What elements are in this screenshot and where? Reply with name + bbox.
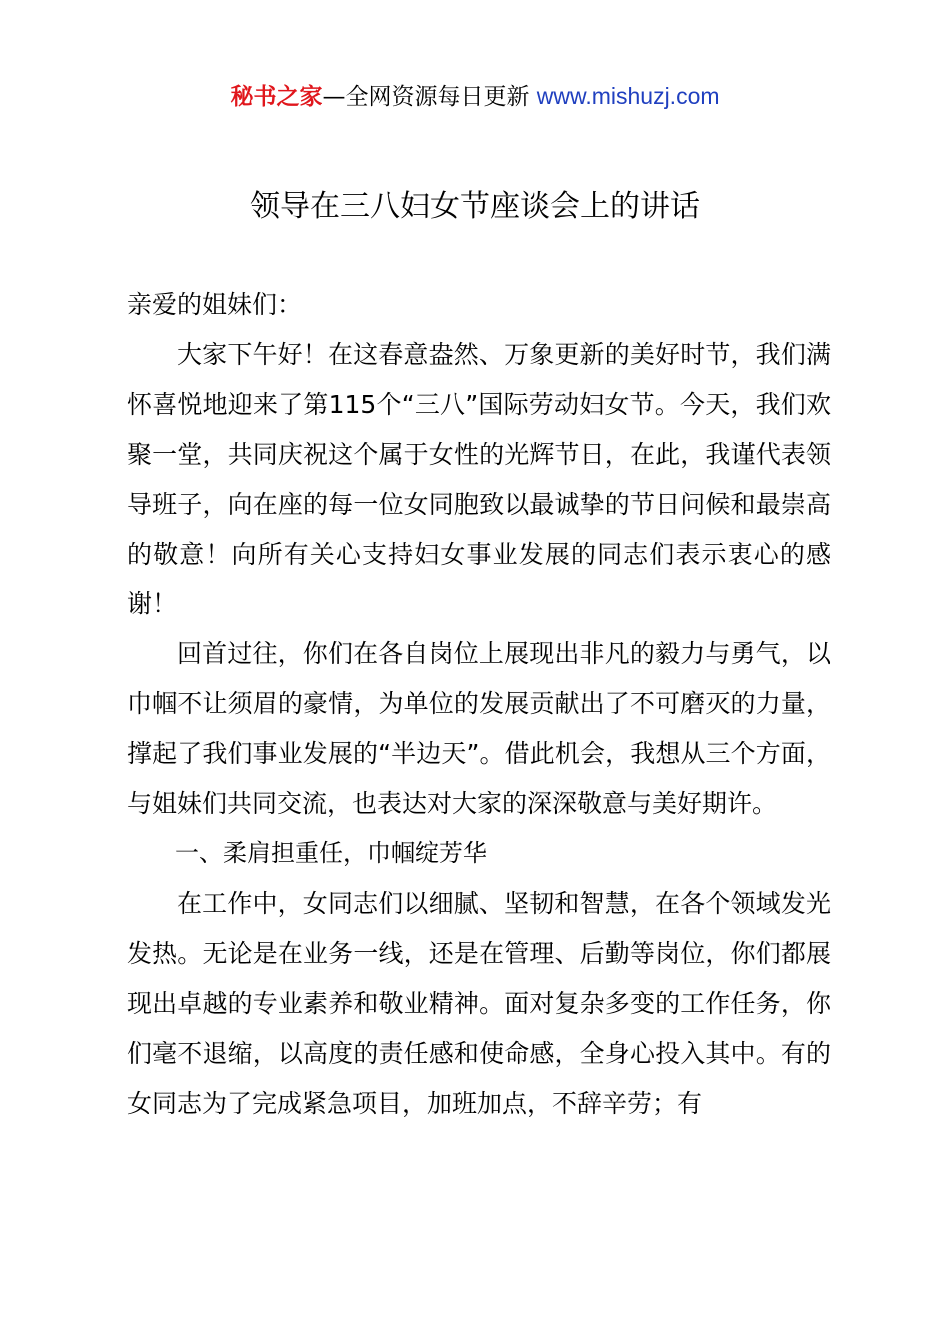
paragraph-greeting: 大家下午好！在这春意盎然、万象更新的美好时节，我们满怀喜悦地迎来了第115个“三八”国际劳动妇女节。今天，我们欢聚一堂，共同庆祝这个属于女性的光辉节日，在此，我谨代表领导班子，向在座的每一位女同胞致以最诚挚的节日问候和最崇高的敬意！向所有关心支持妇女事业发展的同志们表示衷心的感谢！ bbox=[127, 339, 831, 619]
site-tagline: —全网资源每日更新 bbox=[322, 84, 537, 110]
paragraph-retrospect: 回首过往，你们在各自岗位上展现出非凡的毅力与勇气，以巾帼不让须眉的豪情，为单位的发展贡献出了不可磨灭的力量，撑起了我们事业发展的“半边天”。借此机会，我想从三个方面，与姐妹们共同交流，也表达对大家的深深敬意与美好期许。 bbox=[127, 639, 831, 819]
site-brand: 秘书之家 bbox=[230, 84, 323, 110]
section-heading-1: 一、柔肩担重任，巾帼绽芳华 bbox=[175, 838, 487, 867]
site-url-link[interactable]: www.mishuzj.com bbox=[536, 83, 720, 109]
document-title: 领导在三八妇女节座谈会上的讲话 bbox=[250, 189, 700, 224]
site-header bbox=[0, 76, 950, 117]
document-body bbox=[127, 280, 831, 1128]
salutation: 亲爱的姐妹们： bbox=[127, 290, 303, 319]
paragraph-section-1: 在工作中，女同志们以细腻、坚韧和智慧，在各个领域发光发热。无论是在业务一线，还是在管理、后勤等岗位，你们都展现出卓越的专业素养和敬业精神。面对复杂多变的工作任务，你们毫不退缩，以高度的责任感和使命感，全身心投入其中。有的女同志为了完成紧急项目，加班加点，不辞辛劳；有 bbox=[127, 888, 831, 1118]
